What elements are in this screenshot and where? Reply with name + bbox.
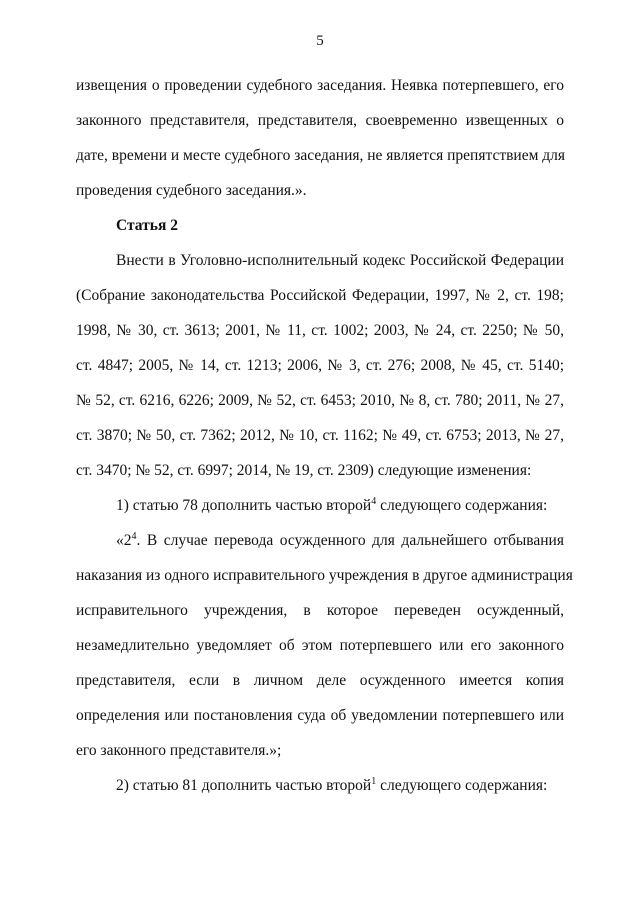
item-1-text-after: следующего содержания:	[376, 497, 548, 514]
quote-1-line-1	[116, 531, 564, 551]
paragraph-2-line-1: Внести в Уголовно-исполнительный кодекс Российской Федерации	[116, 252, 564, 269]
paragraph-1-line-4: проведения судебного заседания.».	[76, 182, 307, 199]
item-2	[116, 776, 564, 796]
quote-1-line-3: исправительного учреждения, в которое переведен осужденный,	[76, 602, 564, 619]
item-1	[116, 496, 564, 516]
paragraph-2-line-2: (Собрание законодательства Российской Федерации, 1997, № 2, ст. 198;	[76, 287, 564, 304]
paragraph-2-line-3: 1998, № 30, ст. 3613; 2001, № 11, ст. 1002; 2003, № 24, ст. 2250; № 50,	[76, 322, 564, 339]
paragraph-2-line-6: ст. 3870; № 50, ст. 7362; 2012, № 10, ст. 1162; № 49, ст. 6753; 2013, № 27,	[76, 427, 564, 444]
quote-1-line-1-before: «2	[116, 532, 132, 549]
paragraph-1-line-3: дате, времени и месте судебного заседания, не является препятствием для	[76, 147, 566, 164]
quote-1-line-4: незамедлительно уведомляет об этом потерпевшего или его законного	[76, 637, 564, 654]
paragraph-1-line-1: извещения о проведении судебного заседания. Неявка потерпевшего, его	[76, 77, 564, 94]
quote-1-superscript: 4	[131, 531, 137, 542]
item-2-text-before: 2) статью 81 дополнить частью второй	[116, 777, 372, 794]
item-2-superscript: 1	[371, 776, 377, 787]
quote-1-line-7: его законного представителя.»;	[76, 742, 282, 759]
quote-1-line-6: определения или постановления суда об уведомлении потерпевшего или	[76, 707, 564, 724]
page-number: 5	[316, 33, 324, 49]
paragraph-2-line-5: № 52, ст. 6216, 6226; 2009, № 52, ст. 6453; 2010, № 8, ст. 780; 2011, № 27,	[76, 392, 564, 409]
paragraph-1-line-2: законного представителя, представителя, своевременно извещенных о	[76, 112, 564, 129]
quote-1-line-2: наказания из одного исправительного учреждения в другое администрация	[76, 567, 573, 584]
quote-1-line-1-after: . В случае перевода осужденного для дальнейшего отбывания	[136, 532, 564, 549]
quote-1-line-5: представителя, если в личном деле осужденного имеется копия	[76, 672, 564, 689]
item-1-text-before: 1) статью 78 дополнить частью второй	[116, 497, 372, 514]
article-heading: Статья 2	[116, 217, 178, 234]
item-1-superscript: 4	[371, 496, 377, 507]
paragraph-2-line-4: ст. 4847; 2005, № 14, ст. 1213; 2006, № 3, ст. 276; 2008, № 45, ст. 5140;	[76, 357, 564, 374]
paragraph-2-line-7: ст. 3470; № 52, ст. 6997; 2014, № 19, ст. 2309) следующие изменения:	[76, 462, 532, 479]
item-2-text-after: следующего содержания:	[376, 777, 548, 794]
